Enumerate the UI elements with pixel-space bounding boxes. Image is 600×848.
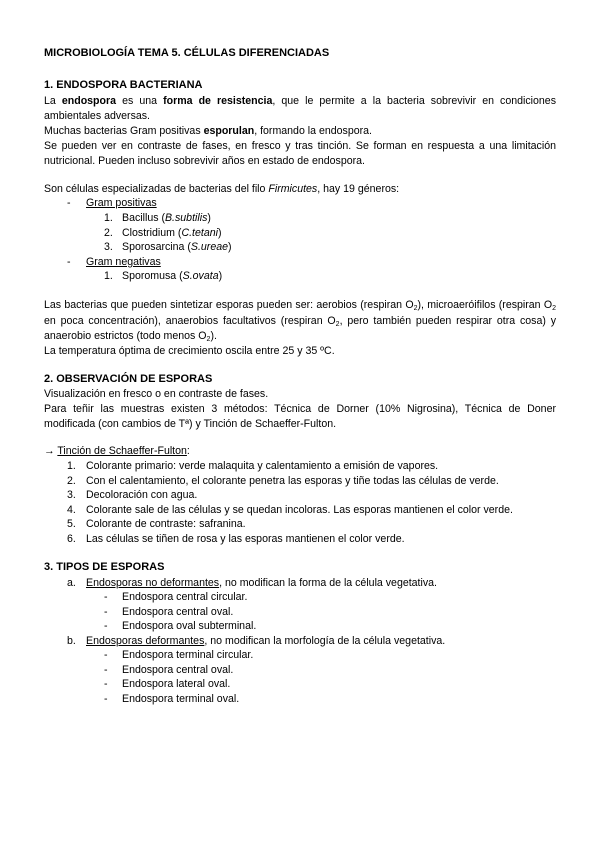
- species-name: S.ovata: [182, 270, 219, 282]
- text: en poca concentración), anaerobios facultativos (respiran O: [44, 314, 336, 327]
- type-description: , no modifican la forma de la célula vegetativa.: [219, 577, 437, 589]
- type-label: Endosporas no deformantes: [86, 577, 220, 589]
- step-text: Colorante primario: verde malaquita y calentamiento a emisión de vapores.: [86, 460, 439, 472]
- list-bullet: -: [67, 256, 71, 268]
- subscript: 2: [206, 336, 211, 343]
- subscript: 2: [413, 305, 418, 312]
- type-line: [86, 576, 437, 591]
- list-item: [122, 269, 222, 284]
- text: Las bacterias que pueden sintetizar esporas pueden ser: aerobios (respiran O: [44, 299, 414, 311]
- section-1-paragraph-4: [44, 182, 556, 197]
- bold-term: forma de resistencia: [163, 95, 273, 107]
- staining-title: Tinción de Schaeffer-Fulton: [57, 445, 187, 457]
- section-3-heading: 3. TIPOS DE ESPORAS: [44, 561, 165, 573]
- species-name: S.ureae: [190, 241, 228, 253]
- italic-term: Firmicutes: [268, 183, 318, 195]
- step-number: 3.: [67, 489, 76, 501]
- arrow-icon: →: [44, 445, 58, 457]
- group-label-gram-positivas: Gram positivas: [86, 197, 157, 209]
- section-1-paragraph-6: La temperatura óptima de crecimiento oscila entre 25 y 35 ºC.: [44, 345, 335, 357]
- list-number: 2.: [104, 227, 113, 239]
- list-item: [122, 240, 232, 255]
- spore-type-item: Endospora central oval.: [122, 664, 234, 676]
- spore-type-item: Endospora central circular.: [122, 591, 248, 603]
- subscript: 2: [335, 320, 340, 328]
- text: ): [228, 241, 232, 253]
- spore-type-item: Endospora oval subterminal.: [122, 620, 257, 632]
- list-bullet: -: [104, 620, 108, 632]
- list-bullet: -: [104, 664, 108, 676]
- text: :: [186, 445, 190, 457]
- step-text: Decoloración con agua.: [86, 489, 198, 501]
- species-name: B.subtilis: [164, 212, 208, 224]
- staining-title-line: [44, 444, 556, 459]
- bold-term: esporulan: [203, 125, 255, 137]
- text: es una: [116, 95, 164, 107]
- list-bullet: -: [104, 591, 108, 603]
- step-number: 4.: [67, 504, 76, 516]
- text: , que le permite a la bacteria sobrevivir en condiciones ambientales adversas.: [44, 95, 556, 122]
- step-text: Con el calentamiento, el colorante penetra las esporas y tiñe todas las células de verde.: [86, 475, 499, 487]
- text: , formando la endospora.: [254, 125, 372, 137]
- step-number: 6.: [67, 533, 76, 545]
- section-2-paragraph-2: Para teñir las muestras existen 3 métodos: Técnica de Dorner (10% Nigrosina), Técnica de Doner modificada (con cambios de Tª) y Tinción de Schaeffer-Fulton.: [44, 403, 556, 430]
- section-2-heading: 2. OBSERVACIÓN DE ESPORAS: [44, 373, 213, 385]
- step-text: Las células se tiñen de rosa y las esporas mantienen el color verde.: [86, 533, 405, 545]
- genus-name: Sporosarcina (: [122, 241, 191, 253]
- list-item: [122, 211, 211, 226]
- step-text: Colorante sale de las células y se quedan incoloras. Las esporas mantienen el color verde.: [86, 504, 513, 516]
- text: , hay 19 géneros:: [317, 183, 400, 195]
- document-title: MICROBIOLOGÍA TEMA 5. CÉLULAS DIFERENCIADAS: [44, 47, 330, 59]
- list-number: 1.: [104, 270, 113, 282]
- list-bullet: -: [104, 649, 108, 661]
- list-number: 3.: [104, 241, 113, 253]
- text: , pero también pueden respirar otra cosa) y anaerobio estrictos (todo menos O: [44, 314, 556, 342]
- species-name: C.tetani: [181, 227, 218, 239]
- list-bullet: -: [67, 197, 71, 209]
- subscript: 2: [552, 305, 556, 312]
- type-description: , no modifican la morfología de la célula vegetativa.: [204, 635, 446, 647]
- text: ): [218, 270, 223, 282]
- type-line: [86, 634, 445, 649]
- genus-name: Sporomusa (: [122, 270, 183, 282]
- text: La: [44, 95, 62, 107]
- section-1-paragraph-2: [44, 124, 556, 139]
- type-label: Endosporas deformantes: [86, 635, 205, 647]
- step-number: 5.: [67, 518, 76, 530]
- section-1-paragraph-5: [44, 298, 556, 345]
- list-item: [122, 226, 222, 241]
- spore-type-item: Endospora lateral oval.: [122, 678, 231, 690]
- text: ): [207, 212, 211, 224]
- section-2-paragraph-1: Visualización en fresco o en contraste de fases.: [44, 388, 269, 400]
- bold-term: endospora: [61, 95, 117, 107]
- list-bullet: -: [104, 678, 108, 690]
- step-text: Colorante de contraste: safranina.: [86, 518, 246, 530]
- spore-type-item: Endospora terminal oval.: [122, 693, 240, 705]
- genus-name: Clostridium (: [122, 227, 182, 239]
- text: Son células especializadas de bacterias del filo: [44, 183, 269, 195]
- type-letter: b.: [67, 635, 76, 647]
- list-number: 1.: [104, 212, 113, 224]
- list-bullet: -: [104, 606, 108, 618]
- type-letter: a.: [67, 577, 76, 589]
- spore-type-item: Endospora terminal circular.: [122, 649, 254, 661]
- group-label-gram-negativas: Gram negativas: [86, 256, 161, 268]
- genus-name: Bacillus (: [122, 212, 165, 224]
- section-1-paragraph-3: Se pueden ver en contraste de fases, en fresco y tras tinción. Se forman en respuesta a una limitación nutricional. Pueden incluso sobrevivir años en estado de endospora.: [44, 140, 556, 167]
- spore-type-item: Endospora central oval.: [122, 606, 234, 618]
- section-1-heading: 1. ENDOSPORA BACTERIANA: [44, 79, 203, 91]
- section-1-paragraph-1: [44, 94, 556, 124]
- step-number: 2.: [67, 475, 76, 487]
- text: ): [217, 227, 222, 239]
- text: ), microaeróifilos (respiran O: [417, 299, 553, 311]
- text: Muchas bacterias Gram positivas: [44, 125, 204, 137]
- text: ).: [210, 330, 217, 342]
- step-number: 1.: [67, 460, 76, 472]
- list-bullet: -: [104, 693, 108, 705]
